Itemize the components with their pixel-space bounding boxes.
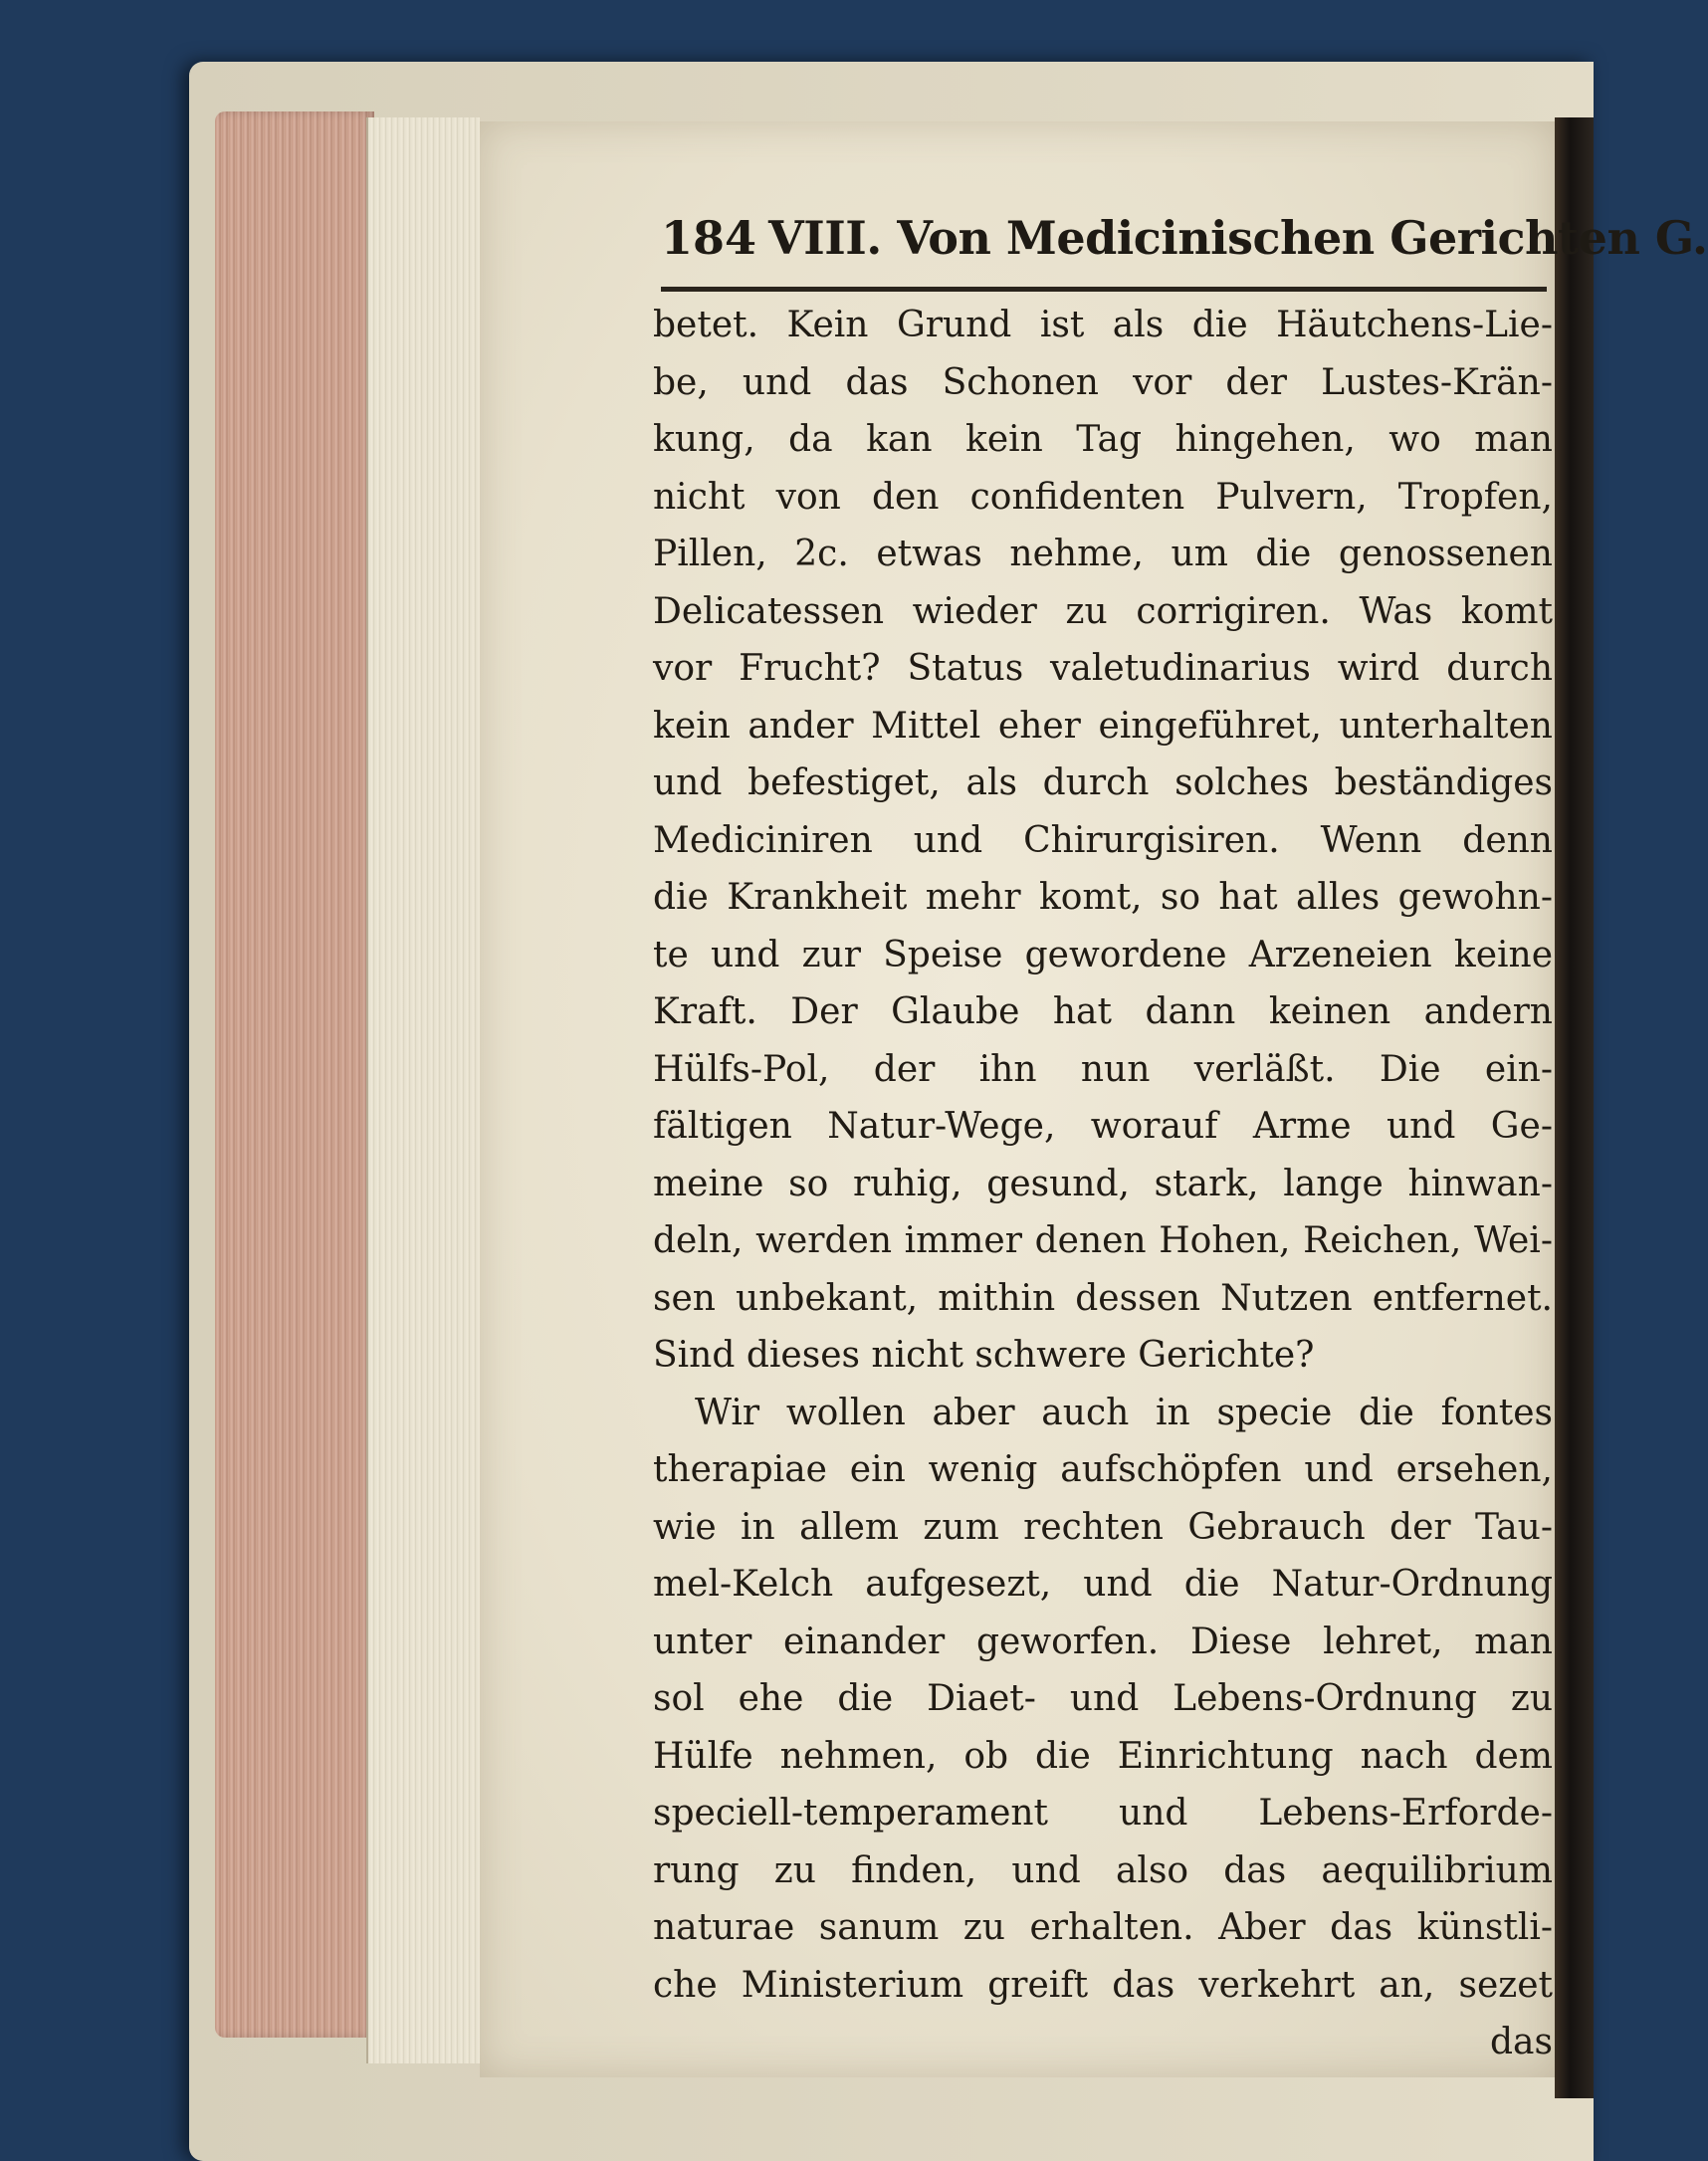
text-line: Sind dieses nicht schwere Gerichte?	[653, 1335, 1315, 1376]
body-text	[653, 297, 1553, 2071]
text-line: und befestiget, als durch solches beständiges	[653, 762, 1553, 803]
running-header	[661, 211, 1708, 281]
text-line: sol ehe die Diaet- und Lebens-Ordnung zu	[653, 1678, 1553, 1719]
running-title: VIII. Von Medicinischen Gerichten G.	[768, 211, 1708, 265]
text-line: Pillen, 2c. etwas nehme, um die genossenen	[653, 534, 1553, 574]
text-line: nicht von den confidenten Pulvern, Tropfen,	[653, 476, 1553, 518]
catchword: das	[1490, 2022, 1553, 2062]
book-fore-edge	[215, 111, 374, 2038]
text-line: deln, werden immer denen Hohen, Reichen, Wei-	[653, 1220, 1553, 1261]
text-line: mel-Kelch aufgesezt, und die Natur-Ordnung	[653, 1564, 1553, 1605]
text-line: vor Frucht? Status valetudinarius wird durch	[653, 648, 1553, 689]
book-gutter	[1555, 117, 1594, 2098]
text-line: rung zu finden, und also das aequilibrium	[653, 1849, 1553, 1891]
header-rule	[661, 287, 1547, 292]
text-line: Hülfs-Pol, der ihn nun verläßt. Die ein-	[653, 1048, 1553, 1090]
text-line: kein ander Mittel eher eingeführet, unterhalten	[653, 705, 1553, 747]
text-line: meine so ruhig, gesund, stark, lange hinwan-	[653, 1163, 1553, 1204]
text-line: be, und das Schonen vor der Lustes-Krän-	[653, 361, 1553, 403]
text-line: naturae sanum zu erhalten. Aber das künstli-	[653, 1907, 1553, 1948]
page-stack	[366, 117, 480, 2063]
page-number: 184	[661, 211, 757, 265]
text-line: therapiae ein wenig aufschöpfen und ersehen,	[653, 1449, 1553, 1490]
text-line: fältigen Natur-Wege, worauf Arme und Ge-	[653, 1106, 1553, 1147]
text-line: sen unbekant, mithin dessen Nutzen entfernet.	[653, 1277, 1553, 1319]
text-line: che Ministerium greift das verkehrt an, sezet	[653, 1964, 1553, 2006]
text-line: wie in allem zum rechten Gebrauch der Tau-	[653, 1506, 1553, 1548]
text-line: te und zur Speise gewordene Arzeneien keine	[653, 934, 1553, 975]
text-line: Mediciniren und Chirurgisiren. Wenn denn	[653, 819, 1553, 861]
text-line: kung, da kan kein Tag hingehen, wo man	[653, 419, 1553, 460]
text-line: betet. Kein Grund ist als die Häutchens-Lie-	[653, 305, 1553, 345]
text-line: Hülfe nehmen, ob die Einrichtung nach dem	[653, 1735, 1553, 1777]
text-line: speciell-temperament und Lebens-Erforde-	[653, 1793, 1553, 1834]
text-line: unter einander geworfen. Diese lehret, man	[653, 1621, 1553, 1662]
text-line: Kraft. Der Glaube hat dann keinen andern	[653, 991, 1553, 1032]
text-line: die Krankheit mehr komt, so hat alles gewohn-	[653, 877, 1553, 918]
text-line: Delicatessen wieder zu corrigiren. Was komt	[653, 590, 1553, 632]
text-line: Wir wollen aber auch in specie die fontes	[695, 1392, 1553, 1433]
